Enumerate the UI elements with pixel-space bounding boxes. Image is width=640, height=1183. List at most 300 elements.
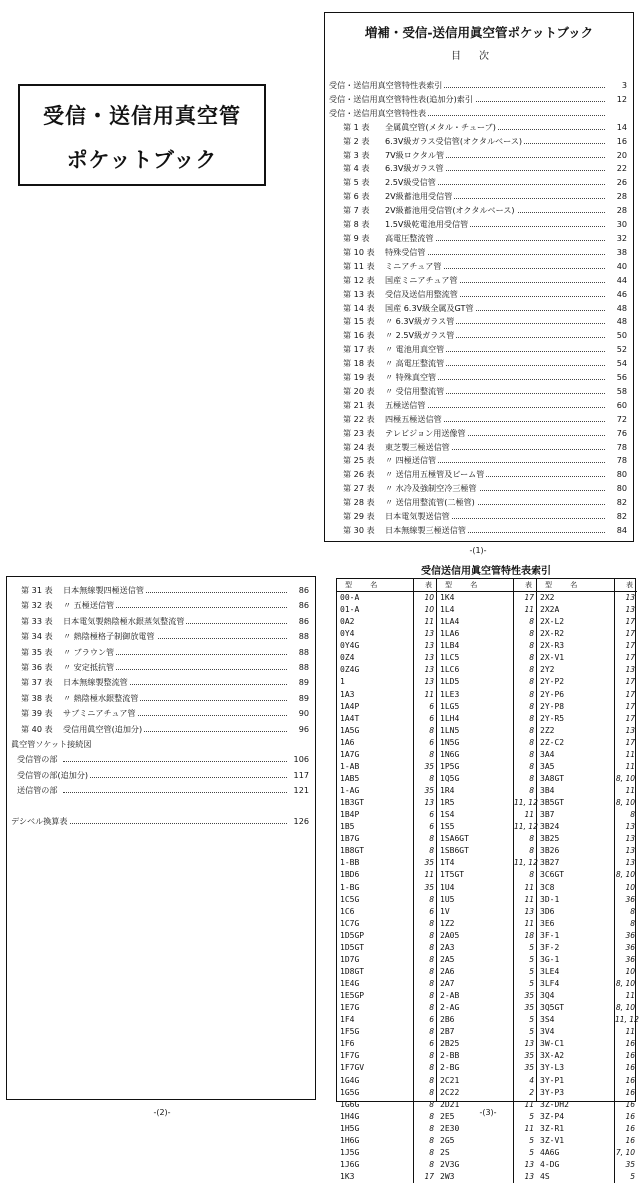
table-ref: 6 [429, 713, 434, 723]
toc-entry-title: 6.3V級ガラス受信管(オクタルベース) [385, 135, 524, 149]
index-row [337, 761, 436, 773]
toc-entry-label: 第 40 表 [21, 723, 53, 734]
index-rows [437, 592, 536, 1183]
table-ref: 36 [625, 930, 635, 940]
tube-name: 1LC6 [440, 665, 460, 675]
table-ref: 8 [429, 1135, 434, 1145]
index-row [537, 906, 637, 918]
tube-name: 2-BB [440, 1051, 460, 1061]
toc-entry-title: 日本電気製送信管 [385, 510, 452, 524]
table-ref: 16 [625, 1111, 635, 1121]
toc-entry-label: 第 32 表 [21, 600, 53, 611]
toc-entry [329, 176, 627, 190]
table-ref: 8 [429, 1123, 434, 1133]
index-row [337, 1014, 436, 1026]
table-ref: 8, 10 [615, 773, 635, 783]
toc-entry-page: 86 [289, 598, 309, 613]
table-ref: 13 [524, 1159, 534, 1169]
toc-entry [329, 302, 627, 316]
toc-entry-label: 第 5 表 [343, 177, 370, 188]
toc-entry-page: 56 [607, 371, 627, 385]
tube-name: 1K4 [440, 593, 455, 602]
tube-name: 2C21 [440, 1075, 460, 1085]
toc-entry-label: 第 23 表 [343, 427, 375, 438]
tube-name: 1G6G [340, 1099, 360, 1109]
table-ref: 11 [625, 991, 635, 1001]
toc-entry-title: 2.5V級受信管 [385, 176, 438, 190]
index-row [437, 761, 536, 773]
index-row [537, 1123, 637, 1135]
tube-name: 3V4 [540, 1027, 555, 1037]
index-row [337, 845, 436, 857]
table-ref: 8 [529, 749, 534, 759]
table-ref: 18 [524, 930, 534, 940]
toc-entry-title: 〃 熱陰極格子制御放電管 [63, 629, 157, 644]
toc-entry-title: 国産 6.3V級全属及GT管 [385, 302, 476, 316]
tube-name: 1P5G [440, 761, 460, 771]
table-ref: 8, 10 [615, 1003, 635, 1013]
toc-entry-title: デシベル換算表 [11, 814, 70, 829]
toc-entry-page: 50 [607, 329, 627, 343]
table-ref: 8 [429, 846, 434, 856]
tube-name: 3B4 [540, 786, 555, 795]
table-ref: 35 [424, 882, 434, 892]
index-row [337, 930, 436, 942]
toc-entry-title: 〃 水冷及強制空冷三極管 [385, 482, 479, 496]
table-ref: 8 [529, 737, 534, 747]
toc-entry-label: 第 1 表 [343, 121, 370, 132]
table-ref: 5 [529, 942, 534, 952]
toc-entry-page: 40 [607, 260, 627, 274]
toc-entry-title: 〃 6.3V級ガラス管 [385, 315, 456, 329]
table-ref: 4 [529, 1075, 534, 1085]
toc-entry-label: 第 35 表 [21, 646, 53, 657]
tube-name: 1LC5 [440, 653, 460, 663]
toc-entry-page: 88 [289, 660, 309, 675]
index-row [337, 604, 436, 616]
index-row [537, 737, 637, 749]
tube-name: 1H4G [340, 1111, 360, 1121]
toc-continuation-page [6, 576, 316, 1100]
tube-name: 4S [540, 1172, 550, 1181]
tube-name: 3F-2 [540, 942, 560, 952]
table-ref: 36 [625, 954, 635, 964]
toc-entry-page: 32 [607, 232, 627, 246]
index-row [337, 725, 436, 737]
toc-entry-title: 受信・送信用真空管特性表 [329, 107, 428, 121]
table-ref: 11 [524, 894, 534, 904]
toc-entry-page: 82 [607, 510, 627, 524]
toc-entry-title: 全属眞空管(メタル・チューブ) [385, 121, 498, 135]
toc-entry [329, 343, 627, 357]
table-ref: 16 [625, 1063, 635, 1073]
toc-entry-title: ミニアチュア管 [385, 260, 443, 274]
index-row [437, 713, 536, 725]
tube-name: 2-AG [440, 1003, 460, 1013]
table-ref: 8 [429, 749, 434, 759]
toc-list [329, 79, 627, 538]
index-row [437, 773, 536, 785]
table-ref: 13 [524, 1172, 534, 1181]
tube-name: 0A2 [340, 617, 355, 627]
tube-name: 3LE4 [540, 966, 560, 976]
tube-name: 3LF4 [540, 979, 560, 988]
table-ref: 35 [524, 1063, 534, 1073]
tube-name: 2X-R2 [540, 629, 565, 639]
tube-name: 2Y-P8 [540, 701, 565, 711]
toc-entry-page: 3 [607, 79, 627, 93]
table-ref: 8 [529, 677, 534, 687]
tube-name: 2Y2 [540, 665, 555, 675]
tube-name: 1E7G [340, 1003, 360, 1013]
toc-entry-page: 84 [607, 524, 627, 538]
index-row [537, 942, 637, 954]
index-table [336, 578, 639, 1181]
table-ref: 13 [625, 858, 635, 868]
index-row [437, 797, 536, 809]
toc-entry-title: 〃 受信用整流管 [385, 385, 446, 399]
toc-entry [329, 399, 627, 413]
toc-entry-label: 第 34 表 [21, 631, 53, 642]
tube-name: 3Z-V1 [540, 1135, 565, 1145]
table-ref: 11, 12 [514, 822, 538, 832]
index-row [537, 894, 637, 906]
page-number-3: -(3)- [479, 1108, 497, 1117]
index-row [337, 749, 436, 761]
index-row [537, 713, 637, 725]
tube-name: 2Y-R5 [540, 713, 565, 723]
table-ref: 11 [625, 1027, 635, 1037]
tube-name: 1G4G [340, 1075, 360, 1085]
index-row [437, 737, 536, 749]
index-row [337, 713, 436, 725]
toc-entry [11, 798, 309, 813]
tube-name: 2A5 [440, 954, 455, 964]
toc-entry-page: 52 [607, 343, 627, 357]
table-ref: 17 [625, 677, 635, 687]
tube-name: 0Z4G [340, 665, 360, 675]
toc-entry-title: 〃 四極送信管 [385, 454, 438, 468]
toc-entry [329, 149, 627, 163]
index-row [437, 1050, 536, 1062]
table-ref: 8 [429, 1003, 434, 1013]
toc-entry-page: 28 [607, 204, 627, 218]
tube-name: 2B6 [440, 1015, 455, 1025]
toc-entry-page: 44 [607, 274, 627, 288]
index-row [337, 833, 436, 845]
index-row [437, 1087, 536, 1099]
toc-entry-label: 第 27 表 [343, 483, 375, 494]
table-ref: 8 [529, 713, 534, 723]
index-page [334, 562, 639, 1181]
table-ref: 8 [529, 846, 534, 856]
index-row [337, 918, 436, 930]
toc-entry [329, 232, 627, 246]
tube-name: 1L4 [440, 605, 455, 615]
toc-entry-title: テレビジョン用送像管 [385, 427, 468, 441]
index-header-table: 表 [525, 581, 532, 589]
tube-name: 3G-1 [540, 954, 560, 964]
table-ref: 16 [625, 1099, 635, 1109]
tube-name: 1N5G [440, 737, 460, 747]
index-header-table: 表 [626, 581, 633, 589]
index-header-name: 型 名 [545, 581, 586, 589]
toc-entry-page: 78 [607, 454, 627, 468]
table-ref: 6 [429, 810, 434, 820]
tube-name: 3A8GT [540, 773, 565, 783]
toc-entry-label: 第 33 表 [21, 615, 53, 626]
tube-name: 1A3 [340, 689, 355, 699]
index-row [437, 869, 536, 881]
toc-entry-label: 第 15 表 [343, 316, 375, 327]
tube-name: 1U5 [440, 894, 455, 904]
index-row [337, 628, 436, 640]
table-ref: 6 [429, 737, 434, 747]
toc-entry-label: 第 22 表 [343, 413, 375, 424]
table-ref: 8 [529, 725, 534, 735]
toc-entry-title: 日本無線製四極送信管 [63, 583, 146, 598]
index-row [537, 1062, 637, 1074]
index-row [537, 1002, 637, 1014]
index-row [537, 978, 637, 990]
index-row [537, 966, 637, 978]
toc-entry [329, 510, 627, 524]
toc-entry [329, 427, 627, 441]
table-ref: 17 [625, 629, 635, 639]
tube-name: 1LA4 [440, 617, 460, 627]
index-row [537, 1087, 637, 1099]
toc-entry-title: 国産ミニアチュア管 [385, 274, 460, 288]
table-ref: 36 [625, 942, 635, 952]
table-ref: 13 [625, 725, 635, 735]
index-row [437, 652, 536, 664]
toc-entry-title: 6.3V級ガラス管 [385, 162, 446, 176]
table-ref: 16 [625, 1075, 635, 1085]
table-ref: 8 [429, 918, 434, 928]
table-ref: 17 [625, 689, 635, 699]
toc-entry-title: サブミニアチュア管 [63, 706, 138, 721]
toc-entry [329, 329, 627, 343]
toc-entry-title: 受信管の部(追加分) [17, 768, 90, 783]
toc-entry-title: 〃 安定抵抗管 [63, 660, 116, 675]
toc-entry-label: 第 20 表 [343, 385, 375, 396]
toc-entry [329, 260, 627, 274]
tube-name: 3W-C1 [540, 1039, 565, 1049]
toc-entry-title: 〃 送信用五極管及ビーム管 [385, 468, 486, 482]
index-row [337, 978, 436, 990]
index-row [437, 701, 536, 713]
table-ref: 13 [625, 846, 635, 856]
table-ref: 5 [529, 1015, 534, 1025]
index-row [537, 1159, 637, 1171]
table-ref: 10 [424, 593, 434, 602]
tube-name: 1H5G [340, 1123, 360, 1133]
index-row [537, 1135, 637, 1147]
table-ref: 13 [625, 593, 635, 602]
table-ref: 13 [424, 641, 434, 651]
tube-name: 1SB6GT [440, 846, 469, 856]
toc-entry [11, 645, 309, 660]
toc-entry-label: 第 21 表 [343, 399, 375, 410]
tube-name: 1A6 [340, 737, 355, 747]
toc-entry-page: 88 [289, 629, 309, 644]
tube-name: 1H6G [340, 1135, 360, 1145]
table-ref: 11 [424, 617, 434, 627]
leader-dots [63, 752, 287, 762]
tube-name: 1B5 [340, 822, 355, 832]
index-rows [537, 592, 637, 1183]
index-row [437, 966, 536, 978]
index-row [337, 737, 436, 749]
tube-name: 2X2 [540, 593, 555, 602]
tube-name: 3Y-P1 [540, 1075, 565, 1085]
index-row [537, 797, 637, 809]
table-ref: 7, 10 [615, 1147, 635, 1157]
index-row [537, 821, 637, 833]
tube-name: 1-AB [340, 761, 360, 771]
tube-name: 1LB4 [440, 641, 460, 651]
tube-name: 3C6GT [540, 870, 565, 880]
table-ref: 13 [424, 629, 434, 639]
table-ref: 8 [429, 1063, 434, 1073]
index-header-name: 型 名 [345, 581, 386, 589]
toc-entry-title: 2V級蓄池用受信管(オクタルベース) [385, 204, 517, 218]
table-ref: 8 [429, 1159, 434, 1169]
toc-entry [11, 706, 309, 721]
table-ref: 11 [524, 918, 534, 928]
toc-entry-label: 第 6 表 [343, 191, 370, 202]
toc-entry-label: 第 11 表 [343, 260, 375, 271]
toc-entry-page: 80 [607, 482, 627, 496]
toc-entry [329, 288, 627, 302]
toc-entry-title: 1.5V級乾電池用受信管 [385, 218, 470, 232]
toc-entry [329, 218, 627, 232]
index-row [437, 689, 536, 701]
tube-name: 3Y-P3 [540, 1087, 565, 1097]
table-ref: 11, 12 [615, 1015, 639, 1025]
tube-name: 2B25 [440, 1039, 460, 1049]
tube-name: 3B27 [540, 858, 560, 868]
column-divider [413, 579, 414, 591]
tube-name: 2A6 [440, 966, 455, 976]
index-row [337, 664, 436, 676]
tube-name: 2C22 [440, 1087, 460, 1097]
tube-name: 1LG5 [440, 701, 460, 711]
tube-name: 2X-R3 [540, 641, 565, 651]
table-ref: 6 [429, 1015, 434, 1025]
toc-entry-title: 東芝製三極送信管 [385, 441, 452, 455]
table-ref: 10 [424, 605, 434, 615]
index-row [437, 809, 536, 821]
table-ref: 8 [529, 773, 534, 783]
toc-subtitle: 目次 [451, 51, 507, 62]
table-ref: 8 [529, 641, 534, 651]
tube-name: 1S4 [440, 810, 455, 820]
tube-name: 2G5 [440, 1135, 455, 1145]
index-row [537, 664, 637, 676]
table-ref: 8 [429, 1051, 434, 1061]
index-row [437, 1038, 536, 1050]
tube-name: 1E5GP [340, 991, 365, 1001]
table-ref: 35 [424, 761, 434, 771]
index-row [537, 640, 637, 652]
table-ref: 8 [429, 930, 434, 940]
index-row [437, 664, 536, 676]
toc-entry-label: 第 18 表 [343, 358, 375, 369]
toc-entry-page: 117 [289, 768, 309, 783]
tube-name: 3Z-DH2 [540, 1099, 569, 1109]
cover-title-line2: ポケットブック [66, 148, 218, 172]
index-row [537, 749, 637, 761]
table-ref: 8 [429, 1087, 434, 1097]
tube-name: 3B26 [540, 846, 560, 856]
toc-entry-title: 〃 高電圧整流管 [385, 357, 446, 371]
index-row [537, 857, 637, 869]
toc-entry-page: 72 [607, 413, 627, 427]
index-row [337, 954, 436, 966]
index-row [437, 592, 536, 604]
toc-entry [329, 357, 627, 371]
toc-entry-page: 48 [607, 302, 627, 316]
index-title: 受信送信用眞空管特性表索引 [421, 566, 551, 577]
index-row [437, 1123, 536, 1135]
tube-name: 1LE3 [440, 689, 460, 699]
toc-entry-page: 58 [607, 385, 627, 399]
toc-entry-label: 第 9 表 [343, 232, 370, 243]
table-ref: 35 [424, 786, 434, 795]
toc-entry-page: 30 [607, 218, 627, 232]
table-ref: 16 [625, 1039, 635, 1049]
toc-entry-page: 54 [607, 357, 627, 371]
toc-entry-title: 受信・送信用真空管特性表(追加分)索引 [329, 93, 475, 107]
toc-entry-title: 五極送信管 [385, 399, 427, 413]
toc-entry-page: 86 [289, 614, 309, 629]
toc-entry-title: 特殊受信管 [385, 246, 427, 260]
index-row [537, 1111, 637, 1123]
table-ref: 11 [424, 870, 434, 880]
toc-entry [329, 107, 627, 121]
tube-name: 3Z-R1 [540, 1123, 565, 1133]
table-ref: 17 [625, 701, 635, 711]
index-row [337, 821, 436, 833]
toc-title: 増補・受信-送信用眞空管ポケットブック [364, 25, 594, 40]
table-ref: 13 [625, 822, 635, 832]
table-ref: 2 [529, 1087, 534, 1097]
index-row [437, 833, 536, 845]
index-row [437, 1075, 536, 1087]
toc-entry-label: 第 36 表 [21, 661, 53, 672]
tube-name: 1BD6 [340, 870, 360, 880]
index-row [437, 1062, 536, 1074]
index-row [337, 592, 436, 604]
index-row [337, 942, 436, 954]
table-ref: 8 [529, 629, 534, 639]
index-row [537, 725, 637, 737]
tube-name: 1-BG [340, 882, 360, 892]
index-row [437, 1026, 536, 1038]
table-ref: 8 [529, 834, 534, 844]
index-row [337, 1147, 436, 1159]
toc-entry-label: 第 14 表 [343, 302, 375, 313]
tube-name: 1F4 [340, 1015, 355, 1025]
index-row [337, 882, 436, 894]
tube-name: 4-DG [540, 1159, 560, 1169]
index-row [437, 882, 536, 894]
index-row [337, 857, 436, 869]
toc-entry-title: 日本無線製三極送信管 [385, 524, 468, 538]
table-ref: 8 [429, 1099, 434, 1109]
toc-entry-label: 第 37 表 [21, 677, 53, 688]
